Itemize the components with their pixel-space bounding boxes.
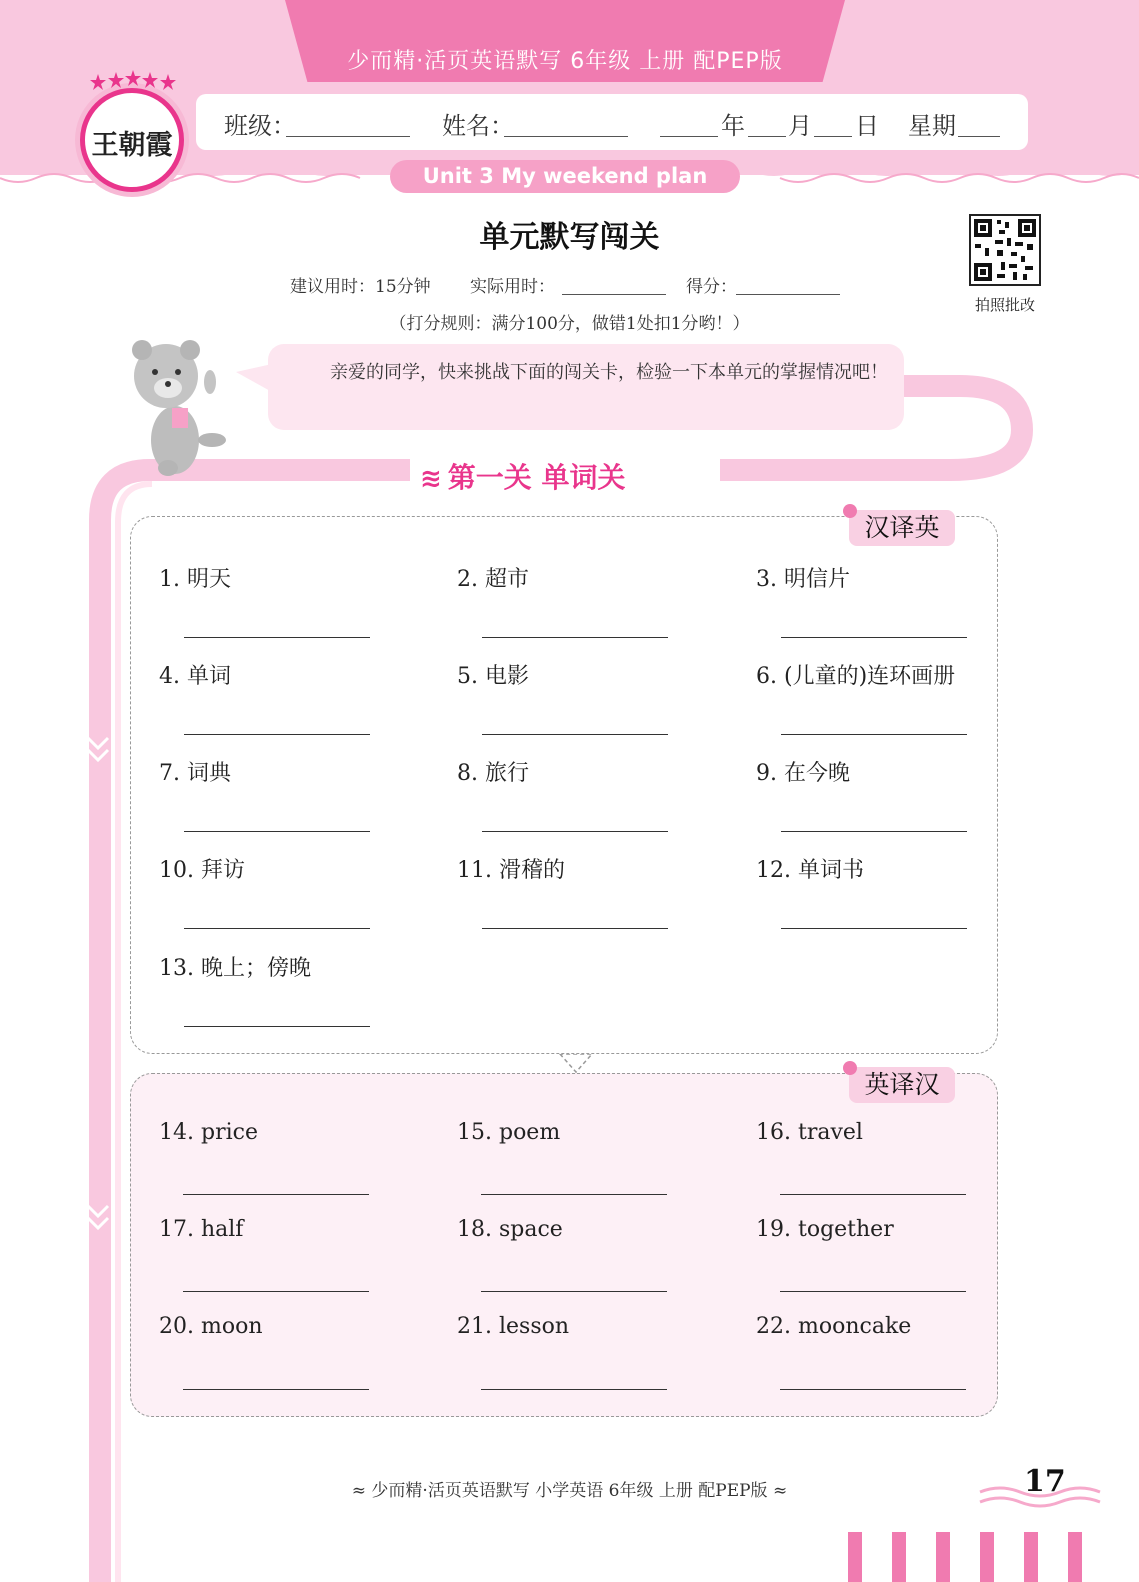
unit-title: Unit 3 My weekend plan bbox=[390, 160, 740, 193]
question-item: 17. half bbox=[159, 1217, 244, 1242]
section-badge-en-zh: 英译汉 bbox=[849, 1067, 955, 1103]
class-label: 班级： bbox=[224, 112, 296, 140]
question-item: 14. price bbox=[159, 1120, 258, 1145]
question-item: 1. 明天 bbox=[159, 567, 231, 592]
question-item: 7. 词典 bbox=[159, 761, 231, 786]
question-item: 5. 电影 bbox=[457, 664, 529, 689]
section-badge-zh-en: 汉译英 bbox=[849, 510, 955, 546]
question-item: 21. lesson bbox=[457, 1314, 570, 1339]
page-title: 单元默写闯关 bbox=[479, 220, 660, 255]
qr-label: 拍照批改 bbox=[974, 296, 1035, 314]
suggested-time: 建议用时：15分钟 bbox=[290, 277, 431, 297]
question-item: 18. space bbox=[457, 1217, 563, 1242]
question-item: 10. 拜访 bbox=[159, 858, 245, 883]
question-item: 15. poem bbox=[457, 1120, 561, 1145]
scoring-rule-note: （打分规则：满分100分，做错1处扣1分哟！） bbox=[389, 314, 750, 334]
question-item: 13. 晚上；傍晚 bbox=[159, 956, 311, 981]
day-label: 日 bbox=[855, 112, 879, 140]
level-title-text: 第一关 单词关 bbox=[447, 461, 626, 494]
question-item: 22. mooncake bbox=[756, 1314, 912, 1339]
actual-time-label: 实际用时： bbox=[470, 277, 555, 297]
intro-text: 亲爱的同学，快来挑战下面的闯关卡，检验一下本单元的掌握情况吧！ bbox=[330, 362, 888, 383]
question-item: 12. 单词书 bbox=[756, 858, 864, 883]
footer-text: ≈ 少而精·活页英语默写 小学英语 6年级 上册 配PEP版 ≈ bbox=[351, 1481, 788, 1501]
month-label: 月 bbox=[788, 112, 812, 140]
question-item: 4. 单词 bbox=[159, 664, 231, 689]
weekday-label: 星期 bbox=[908, 112, 956, 140]
score-label: 得分： bbox=[686, 277, 737, 297]
question-item: 9. 在今晚 bbox=[756, 761, 850, 786]
name-label: 姓名： bbox=[442, 112, 514, 140]
question-item: 20. moon bbox=[159, 1314, 263, 1339]
question-item: 2. 超市 bbox=[457, 567, 529, 592]
year-label: 年 bbox=[721, 112, 745, 140]
question-item: 6. (儿童的)连环画册 bbox=[756, 664, 956, 689]
question-item: 16. travel bbox=[756, 1120, 863, 1145]
series-title: 少而精·活页英语默写 6年级 上册 配PEP版 bbox=[347, 49, 783, 74]
question-item: 19. together bbox=[756, 1217, 894, 1242]
question-item: 3. 明信片 bbox=[756, 567, 850, 592]
page-number: 17 bbox=[1024, 1464, 1066, 1499]
question-item: 11. 滑稽的 bbox=[457, 858, 565, 883]
logo-text: 王朝霞 bbox=[91, 130, 173, 161]
wave-icon: ≋ bbox=[420, 464, 442, 494]
question-item: 8. 旅行 bbox=[457, 761, 529, 786]
